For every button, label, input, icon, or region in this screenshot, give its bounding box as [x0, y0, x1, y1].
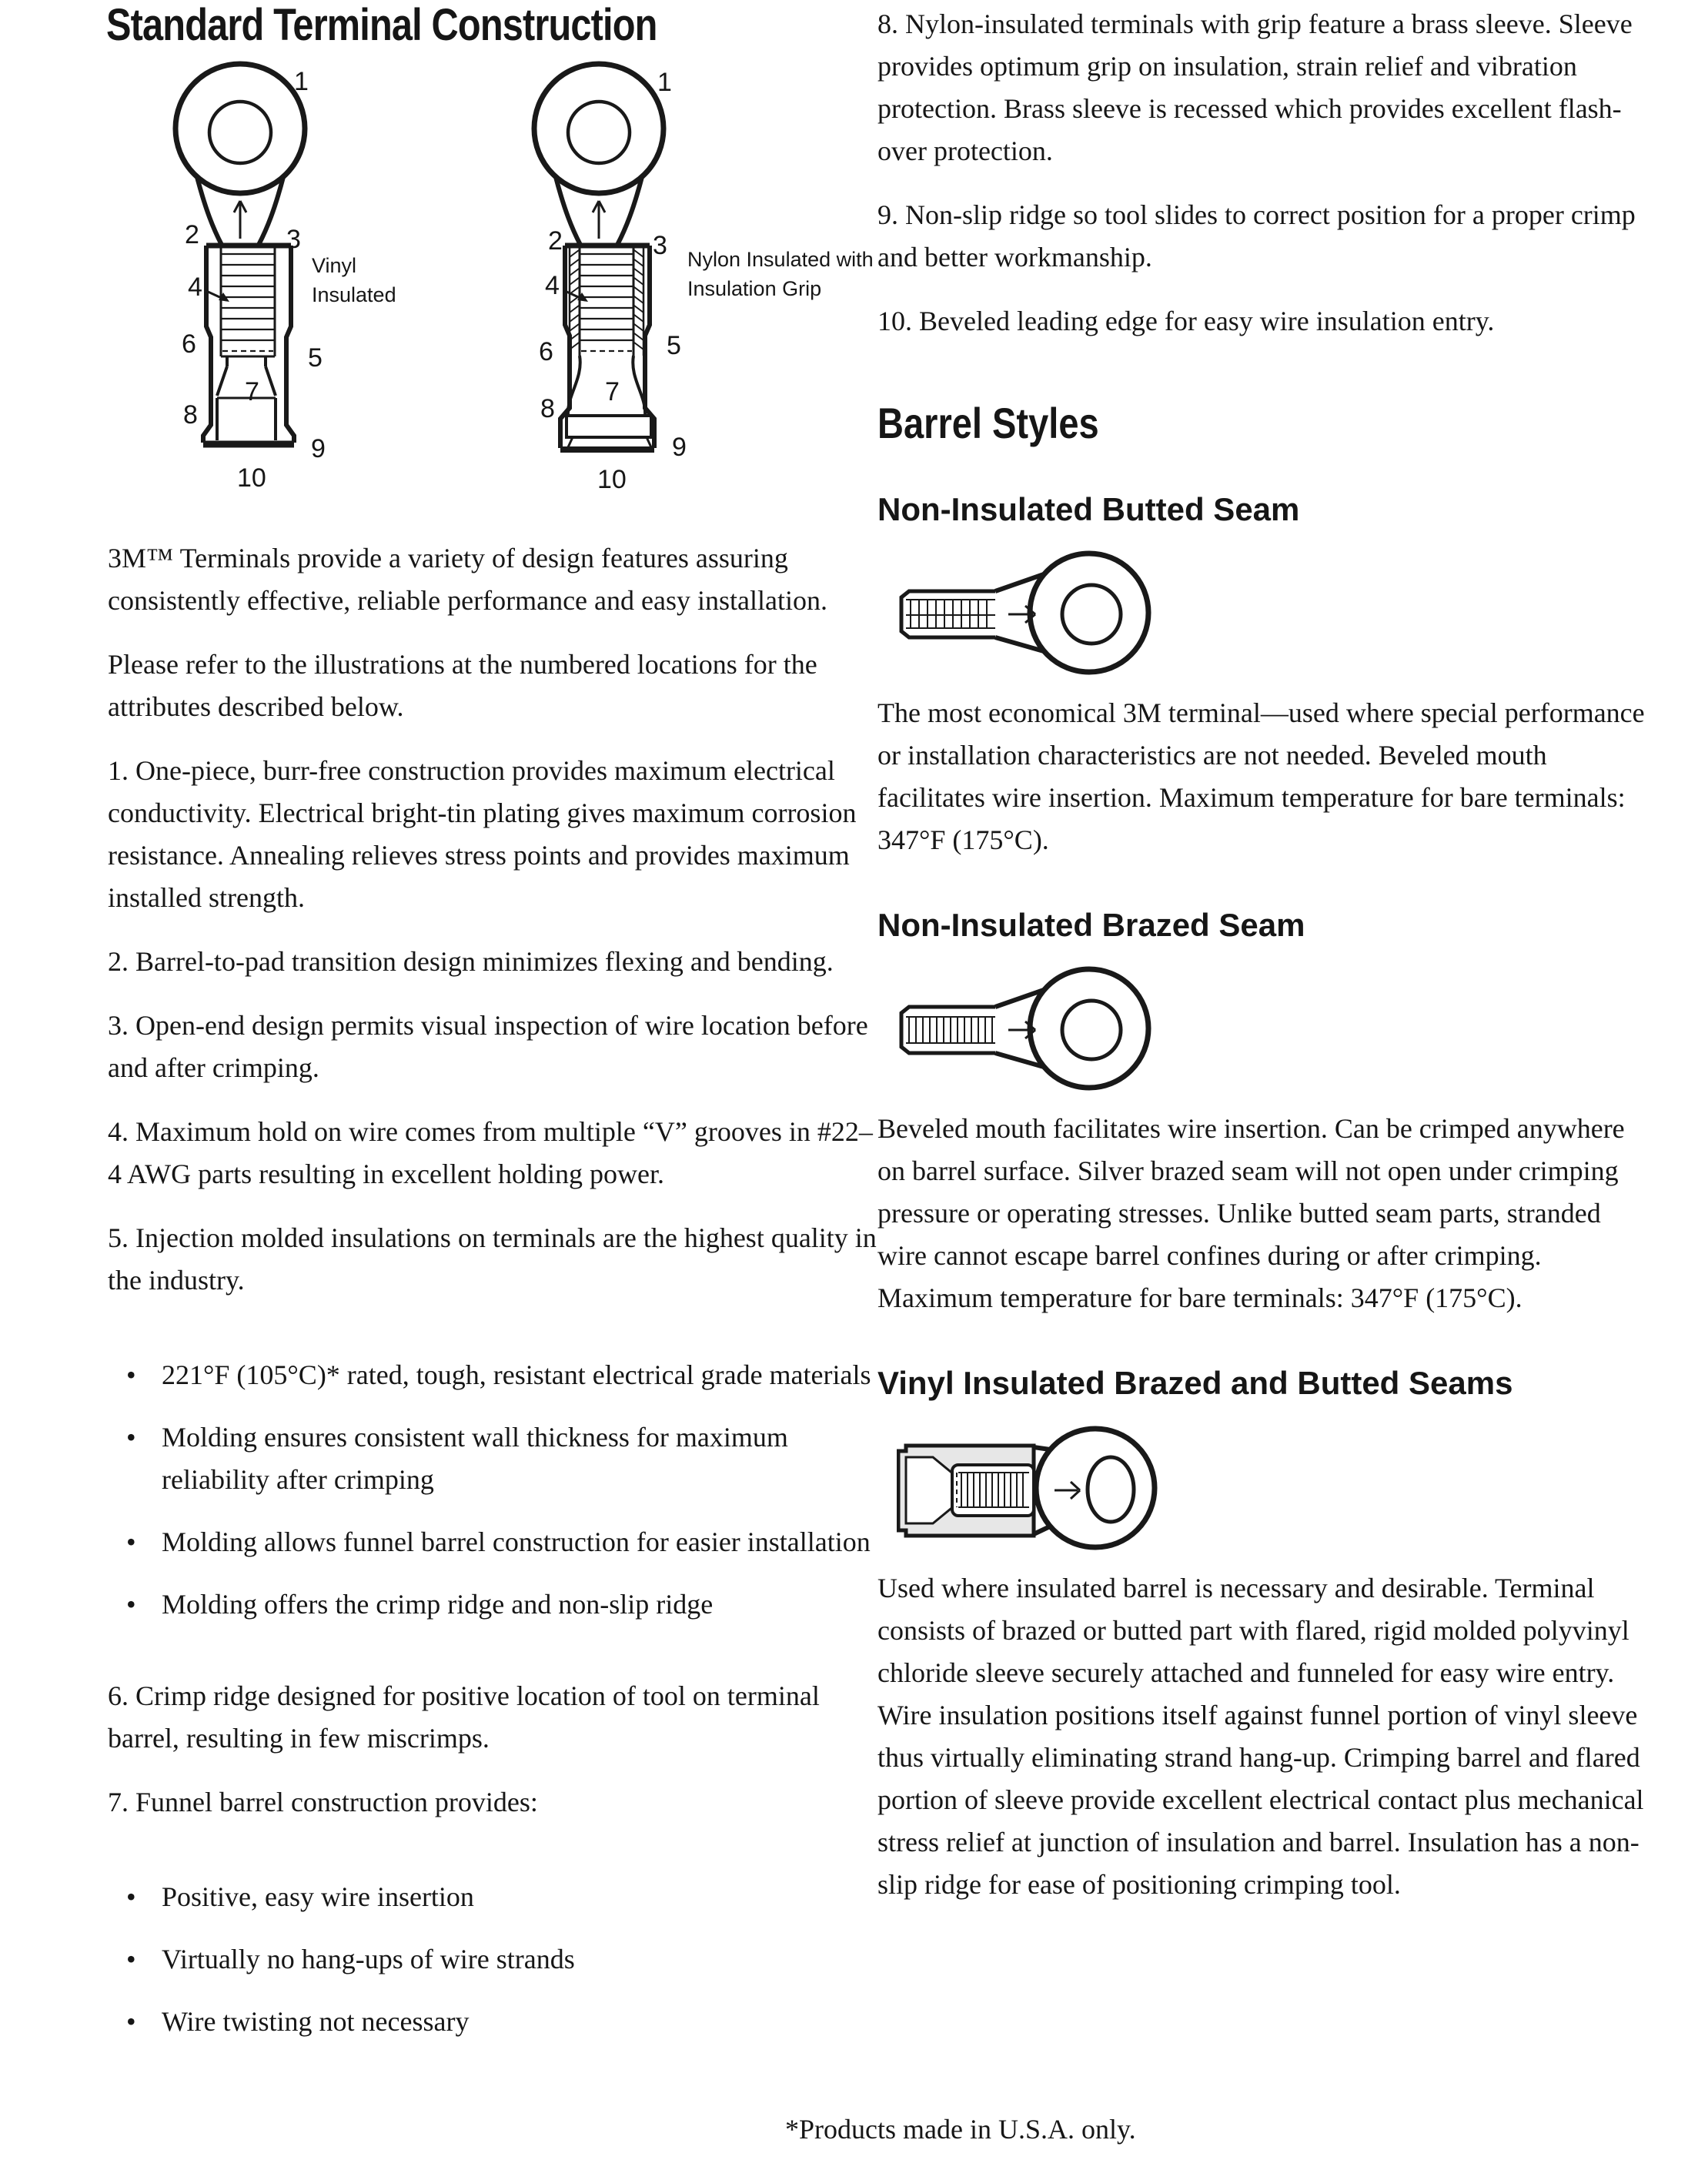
- feature-1: 1. One-piece, burr-free construction provides maximum electrical conductivity. Electrical bright-tin plating gives maximum corrosion resistance. Annealing relieves stress points and provides maximum installed strength.: [108, 755, 857, 913]
- up-arrow-icon: [234, 201, 246, 239]
- intro-paragraph-2: Please refer to the illustrations at the numbered locations for the attributes described below.: [108, 649, 817, 722]
- callout-2: 2: [185, 220, 199, 249]
- butted-seam-diagram: [897, 549, 1155, 680]
- list-item: • Virtually no hang-ups of wire strands: [162, 1938, 885, 1981]
- brazed-seam-barrel: [901, 1007, 995, 1053]
- callout-8: 8: [540, 394, 555, 423]
- terminal-ring: [995, 969, 1148, 1088]
- callout-2: 2: [548, 226, 563, 256]
- nylon-insulated-label: Nylon Insulated with Insulation Grip: [687, 248, 874, 300]
- list-item: • Positive, easy wire insertion: [162, 1876, 885, 1918]
- vinyl-insulated-seam-diagram: [897, 1423, 1162, 1555]
- callout-1: 1: [657, 68, 672, 97]
- footnote: *Products made in U.S.A. only.: [785, 2114, 1136, 2145]
- callout-1: 1: [294, 67, 309, 96]
- barrel-styles-heading: Barrel Styles: [877, 399, 1099, 447]
- callout-10: 10: [237, 463, 266, 493]
- left-column: [108, 537, 885, 2043]
- right-column: [877, 0, 1647, 1928]
- callout-7: 7: [605, 377, 620, 406]
- feature-3: 3. Open-end design permits visual inspection of wire location before and after crimping.: [108, 1010, 868, 1083]
- vinyl-insulated-label: Vinyl Insulated: [312, 254, 396, 306]
- terminal-ring: [1034, 1429, 1155, 1547]
- list-item: • Molding ensures consistent wall thickness for maximum reliability after crimping: [162, 1416, 885, 1501]
- up-arrow-icon: [593, 201, 605, 239]
- feature-10: 10. Beveled leading edge for easy wire insulation entry.: [877, 306, 1495, 336]
- callout-5: 5: [667, 331, 681, 360]
- callout-3: 3: [653, 231, 667, 260]
- callout-8: 8: [183, 400, 198, 430]
- feature-7: 7. Funnel barrel construction provides:: [108, 1787, 538, 1817]
- brazed-seam-subheading: Non-Insulated Brazed Seam: [877, 907, 1305, 943]
- callout-9: 9: [311, 434, 326, 463]
- feature-2: 2. Barrel-to-pad transition design minimizes flexing and bending.: [108, 946, 834, 977]
- callout-7: 7: [245, 377, 259, 406]
- vinyl-seams-subheading: Vinyl Insulated Brazed and Butted Seams: [877, 1365, 1513, 1401]
- feature-6: 6. Crimp ridge designed for positive location of tool on terminal barrel, resulting in few miscrimps.: [108, 1680, 820, 1754]
- insulation-bullet-list: [108, 1354, 885, 1626]
- butted-seam-barrel: [901, 591, 995, 637]
- feature-9: 9. Non-slip ridge so tool slides to correct position for a proper crimp and better workmanship.: [877, 199, 1636, 273]
- callout-9: 9: [672, 433, 687, 462]
- feature-4: 4. Maximum hold on wire comes from multiple “V” grooves in #22–4 AWG parts resulting in excellent holding power.: [108, 1116, 873, 1189]
- list-item: • 221°F (105°C)* rated, tough, resistant electrical grade materials: [162, 1354, 885, 1396]
- crimp-barrel: [952, 1465, 1034, 1516]
- vinyl-terminal-diagram: [171, 48, 333, 494]
- callout-4: 4: [545, 271, 560, 300]
- callout-10: 10: [597, 465, 627, 494]
- wire-barrel-grooves: [221, 246, 275, 356]
- callout-6: 6: [182, 329, 196, 359]
- list-item: • Molding allows funnel barrel construction for easier installation: [162, 1521, 885, 1563]
- funnel-bullet-list: [108, 1876, 885, 2043]
- page-title: Standard Terminal Construction: [106, 0, 657, 50]
- callout-3: 3: [286, 225, 301, 254]
- callout-6: 6: [539, 337, 553, 366]
- intro-paragraph-1: 3M™ Terminals provide a variety of design features assuring consistently effective, reliable performance and easy installation.: [108, 543, 827, 616]
- brazed-seam-body: Beveled mouth facilitates wire insertion. Can be crimped anywhere on barrel surface. Silver brazed seam will not open under crimping pressure or operating stresses. Unlike butted seam parts, stranded wire cannot escape barrel confines during or after crimping. Maximum temperature for bare terminals: 347°F (175°C).: [877, 1113, 1625, 1313]
- callout-4: 4: [188, 273, 202, 302]
- terminal-ring: [995, 553, 1148, 672]
- feature-8: 8. Nylon-insulated terminals with grip feature a brass sleeve. Sleeve provides optimum grip on insulation, strain relief and vibration protection. Brass sleeve is recessed which provides excellent flash-over protection.: [877, 8, 1633, 166]
- feature-5: 5. Injection molded insulations on terminals are the highest quality in the industry.: [108, 1222, 877, 1296]
- list-item: • Wire twisting not necessary: [162, 2001, 885, 2043]
- wire-barrel-grooves: [580, 246, 633, 356]
- vinyl-seams-body: Used where insulated barrel is necessary and desirable. Terminal consists of brazed or butted part with flared, rigid molded polyvinyl chloride sleeve securely attached and funneled for easy wire entry. Wire insulation positions itself against funnel portion of vinyl sleeve thus virtually eliminating strand hang-up. Crimping barrel and flared portion of sleeve provide excellent electrical contact plus mechanical stress relief at junction of insulation and barrel. Insulation has a non-slip ridge for ease of positioning crimping tool.: [877, 1573, 1644, 1900]
- list-item: • Molding offers the crimp ridge and non-slip ridge: [162, 1583, 885, 1626]
- butted-seam-body: The most economical 3M terminal—used where special performance or installation characteristics are not needed. Beveled mouth facilitates wire insertion. Maximum temperature for bare terminals: 347°F (175°C).: [877, 697, 1645, 855]
- callout-5: 5: [308, 343, 323, 373]
- butted-seam-subheading: Non-Insulated Butted Seam: [877, 491, 1300, 527]
- brass-sleeve: [567, 416, 651, 448]
- nylon-terminal-diagram: [530, 48, 691, 494]
- right-arrow-icon: [1055, 1482, 1080, 1499]
- brazed-seam-diagram: [897, 965, 1155, 1095]
